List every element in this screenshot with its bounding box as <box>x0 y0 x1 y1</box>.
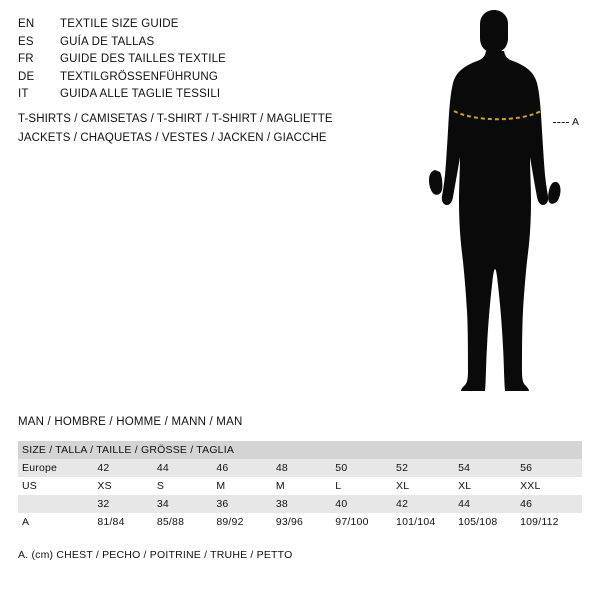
cell: 42 <box>97 462 110 474</box>
language-row <box>18 86 418 104</box>
language-code: IT <box>18 88 29 100</box>
cell: XL <box>458 480 472 492</box>
category-line-tshirts: T-SHIRTS / CAMISETAS / T-SHIRT / T-SHIRT / MAGLIETTE <box>18 113 333 125</box>
cell: XS <box>97 480 112 492</box>
row-label <box>18 495 97 513</box>
language-text: TEXTILGRÖSSENFÜHRUNG <box>60 70 218 83</box>
table-row <box>18 495 582 513</box>
cell: 85/88 <box>156 516 185 528</box>
cell: 48 <box>275 462 288 474</box>
language-row <box>18 69 418 87</box>
language-header-block <box>18 16 418 104</box>
cell: 97/100 <box>335 516 369 528</box>
cell: 109/112 <box>520 516 559 528</box>
language-text: TEXTILE SIZE GUIDE <box>60 18 179 30</box>
language-text: GUÍA DE TALLAS <box>60 35 155 48</box>
language-row <box>18 16 418 34</box>
table-row <box>18 459 582 477</box>
table-footnote: A. (cm) CHEST / PECHO / POITRINE / TRUHE / PETTO <box>18 549 293 561</box>
cell: 40 <box>335 498 348 510</box>
cell: M <box>216 480 226 492</box>
cell: XXL <box>520 480 541 492</box>
language-code: EN <box>18 18 35 30</box>
cell: 34 <box>156 498 169 510</box>
table-row <box>18 477 582 495</box>
table-group-title: MAN / HOMBRE / HOMME / MANN / MAN <box>18 416 243 428</box>
cell: 38 <box>275 498 288 510</box>
cell: M <box>275 480 285 492</box>
cell: 50 <box>335 462 348 474</box>
cell: L <box>335 480 342 492</box>
language-code: DE <box>18 70 35 83</box>
cell: XL <box>396 480 410 492</box>
size-table <box>18 441 582 531</box>
marker-leader-line <box>553 122 569 124</box>
garment-category-block <box>18 110 418 148</box>
silhouette-icon <box>420 10 590 405</box>
cell: 42 <box>396 498 409 510</box>
language-row <box>18 51 418 69</box>
male-silhouette-figure <box>420 10 590 405</box>
row-label: US <box>22 480 37 492</box>
cell: 89/92 <box>216 516 244 528</box>
cell: 46 <box>216 462 229 474</box>
cell: 56 <box>520 462 533 474</box>
language-code: FR <box>18 53 34 65</box>
cell: S <box>156 480 165 492</box>
category-line-jackets: JACKETS / CHAQUETAS / VESTES / JACKEN / GIACCHE <box>18 132 327 144</box>
cell: 46 <box>520 498 533 510</box>
cell: 36 <box>216 498 229 510</box>
cell: 52 <box>396 462 409 474</box>
language-text: GUIDE DES TAILLES TEXTILE <box>60 53 227 65</box>
row-label: Europe <box>22 462 58 474</box>
table-header-label: SIZE / TALLA / TAILLE / GRÖSSE / TAGLIA <box>22 444 235 456</box>
cell: 32 <box>97 498 110 510</box>
row-label: A <box>22 516 30 528</box>
cell: 44 <box>458 498 471 510</box>
cell: 54 <box>458 462 471 474</box>
marker-label-a: A <box>572 116 580 128</box>
cell: 101/104 <box>396 516 436 528</box>
language-code: ES <box>18 35 34 48</box>
cell: 44 <box>156 462 169 474</box>
cell: 81/84 <box>97 516 125 528</box>
language-row <box>18 34 418 52</box>
table-header-row <box>18 441 582 459</box>
cell: 105/108 <box>458 516 498 528</box>
cell: 93/96 <box>275 516 304 528</box>
language-text: GUIDA ALLE TAGLIE TESSILI <box>60 88 221 100</box>
table-row <box>18 513 582 531</box>
